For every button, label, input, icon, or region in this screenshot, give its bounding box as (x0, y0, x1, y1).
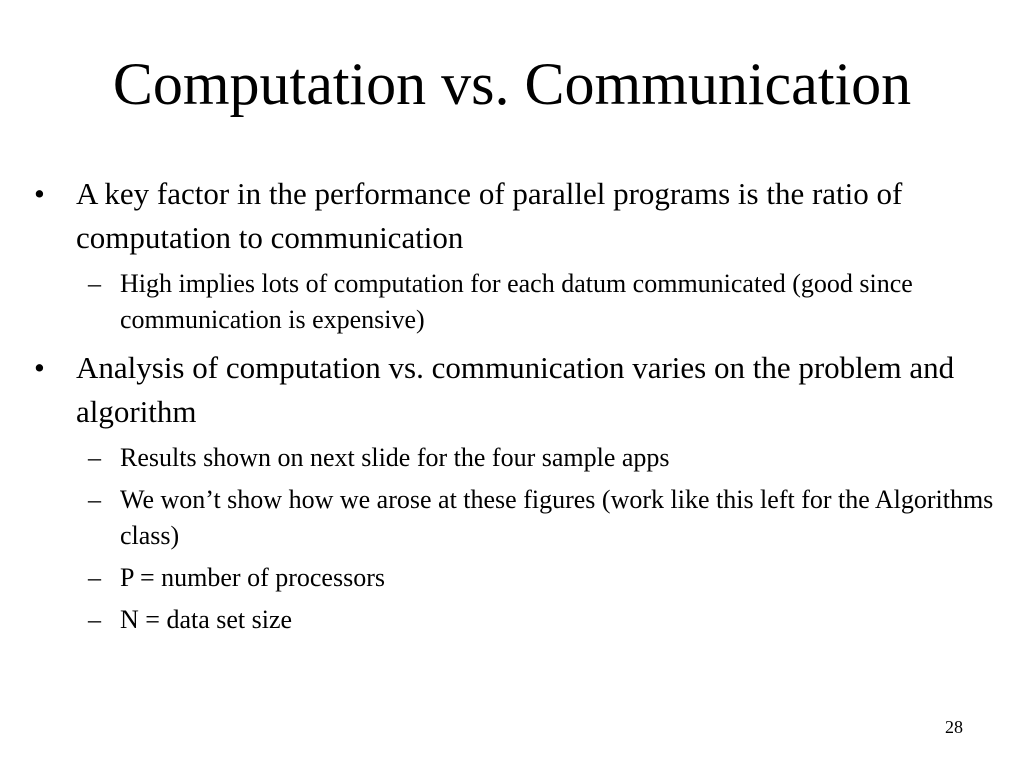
sub-bullet-item (30, 560, 1005, 596)
sub-bullet-marker: – (88, 485, 101, 514)
page-number: 28 (945, 717, 963, 737)
sub-bullet-text: N = data set size (120, 605, 293, 634)
sub-bullet-item (30, 440, 1005, 476)
bullet-text: A key factor in the performance of parallel programs is the ratio of computation to communication (76, 176, 903, 255)
sub-bullet-text: High implies lots of computation for each datum communicated (good since communication is expensive) (120, 269, 913, 334)
bullet-marker: • (34, 350, 45, 385)
sub-bullet-text: P = number of processors (120, 563, 385, 592)
bullet-item (30, 346, 1005, 434)
slide-title: Computation vs. Communication (112, 51, 912, 117)
sub-bullet-marker: – (88, 605, 101, 634)
sub-bullet-text: Results shown on next slide for the four sample apps (120, 443, 670, 472)
slide-body (30, 172, 1005, 638)
bullet-text: Analysis of computation vs. communication varies on the problem and algorithm (76, 350, 955, 429)
bullet-item (30, 172, 1005, 260)
sub-bullet-marker: – (88, 269, 101, 298)
sub-bullet-marker: – (88, 443, 101, 472)
sub-bullet-marker: – (88, 563, 101, 592)
sub-bullet-item (30, 266, 1005, 338)
sub-bullet-item (30, 602, 1005, 638)
sub-bullet-item (30, 482, 1005, 554)
sub-bullet-text: We won’t show how we arose at these figures (work like this left for the Algorithms class) (120, 485, 994, 550)
bullet-marker: • (34, 176, 45, 211)
